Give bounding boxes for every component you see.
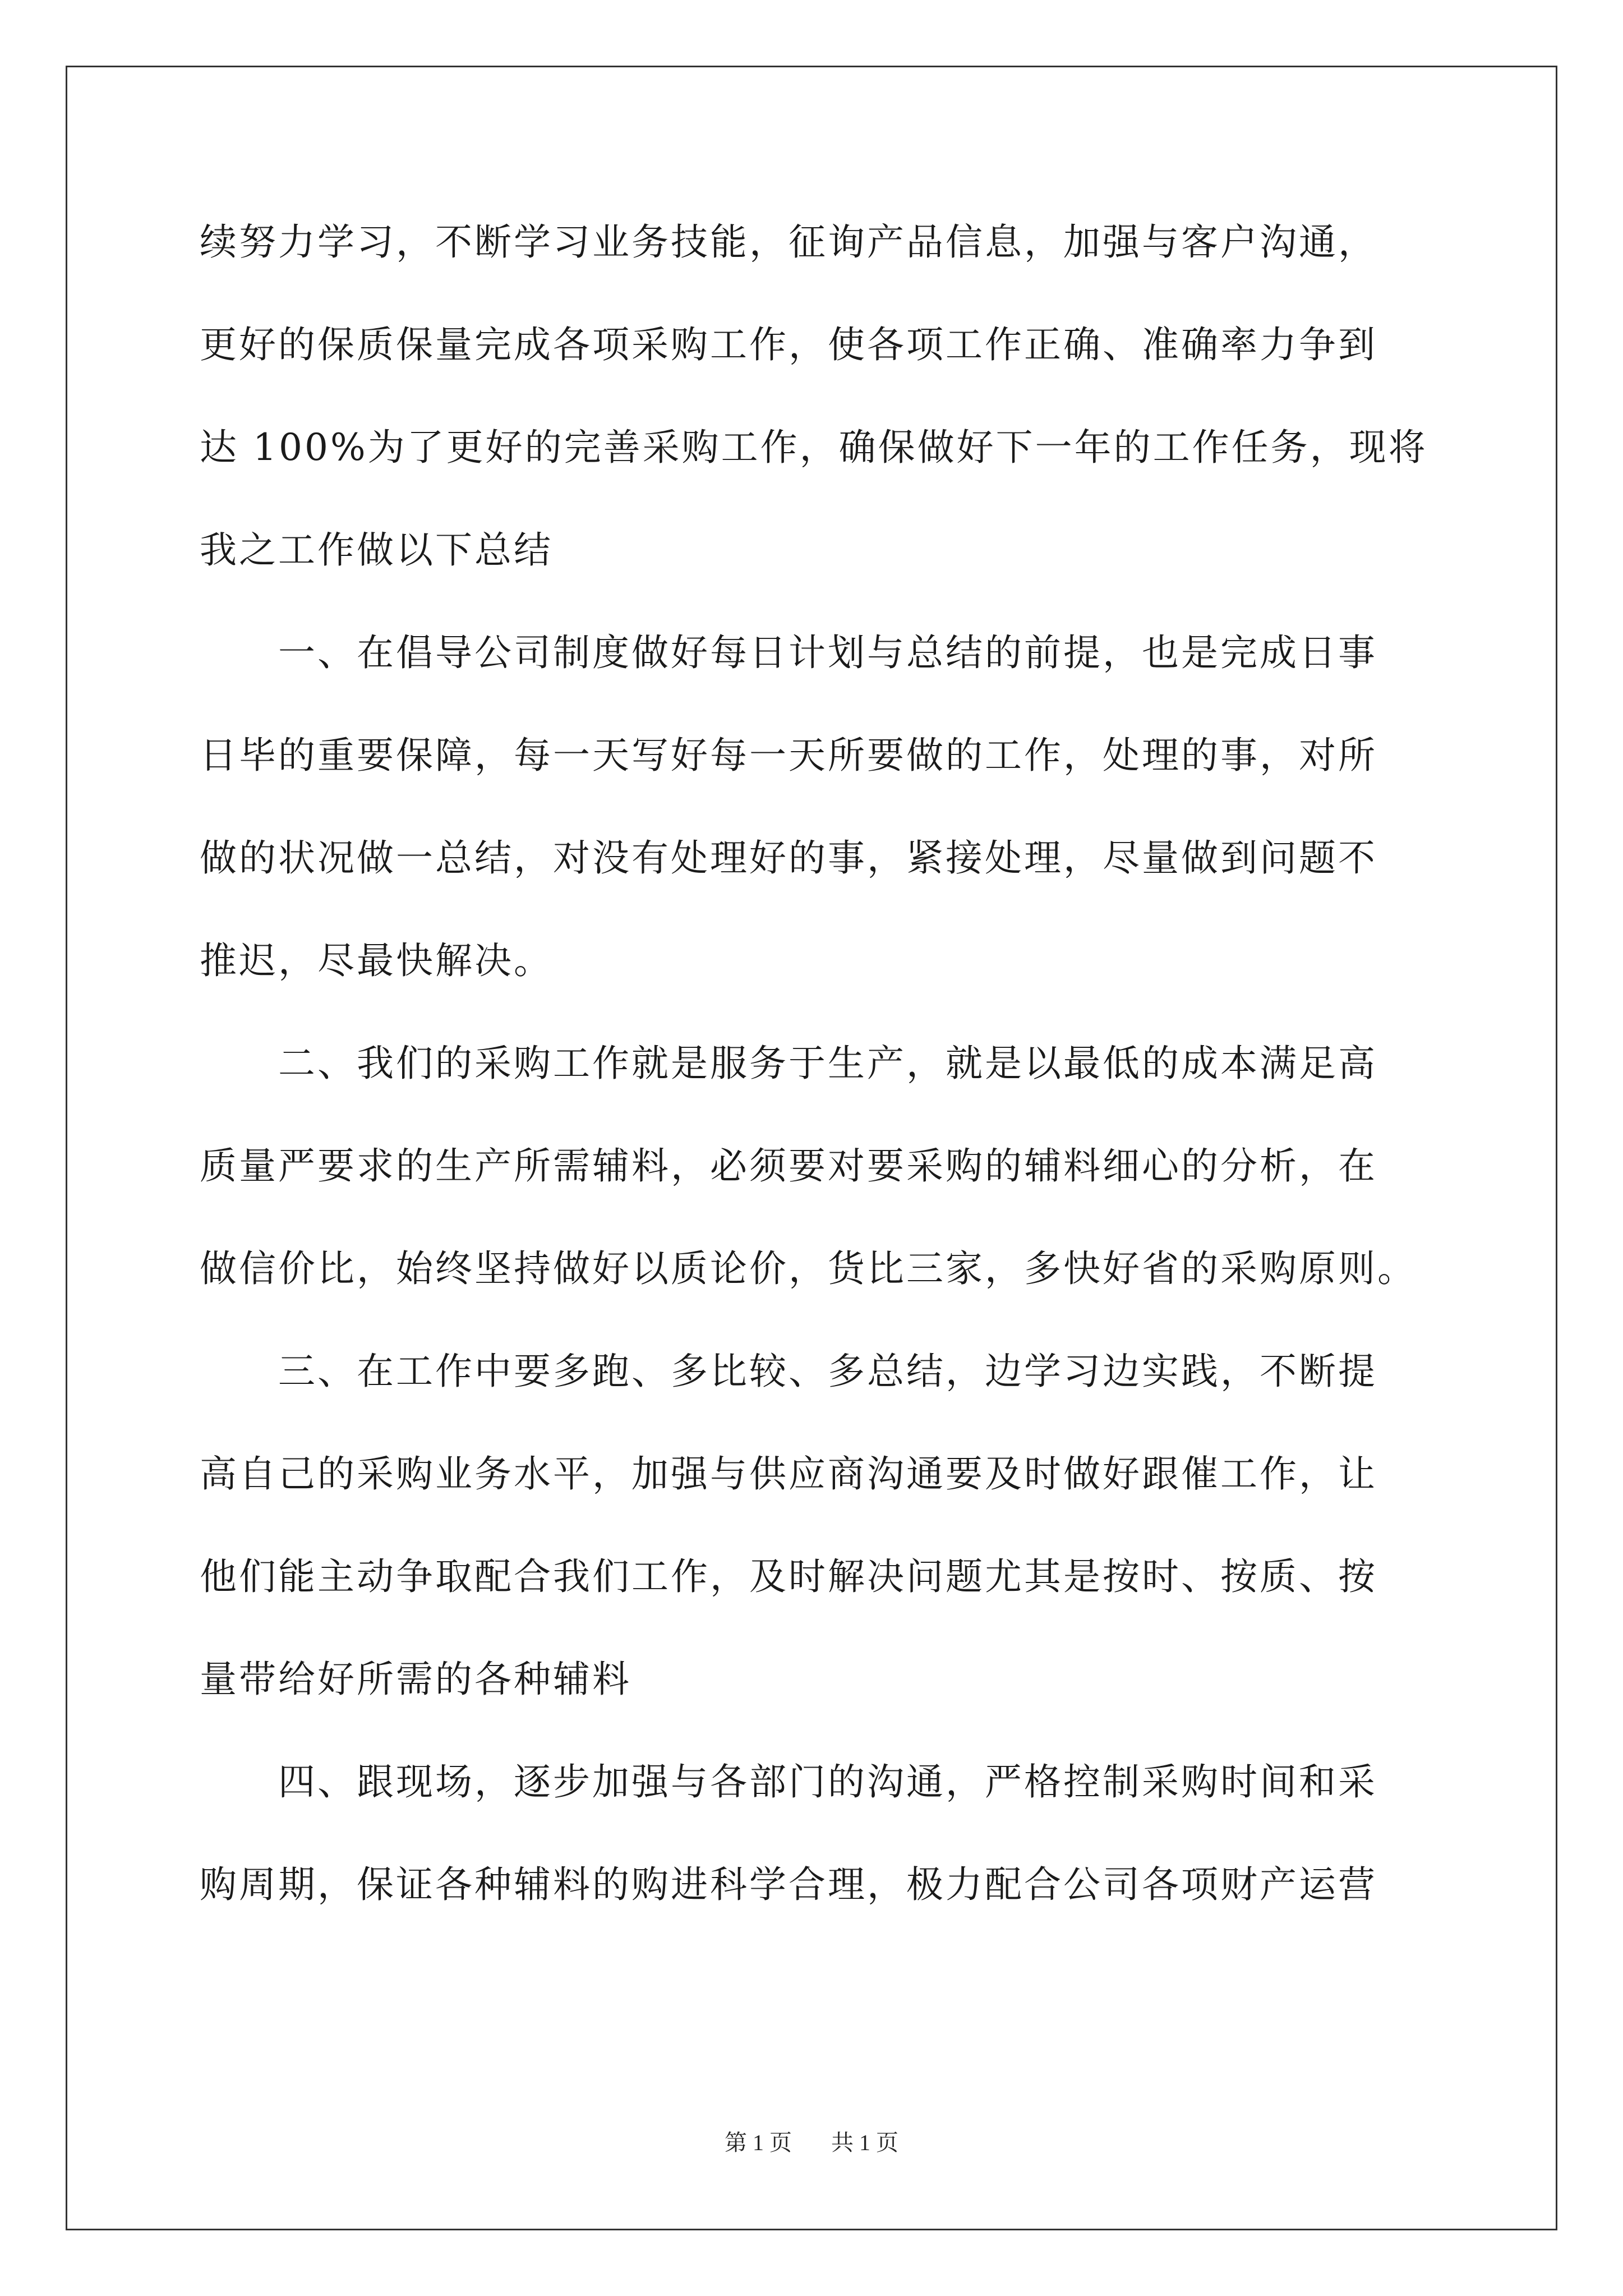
text-line: 一、在倡导公司制度做好每日计划与总结的前提，也是完成日事 bbox=[200, 631, 1377, 674]
text-line: 做的状况做一总结，对没有处理好的事，紧接处理，尽量做到问题不 bbox=[200, 836, 1377, 880]
text-line: 三、在工作中要多跑、多比较、多总结，边学习边实践，不断提 bbox=[200, 1350, 1377, 1393]
text-line: 质量严要求的生产所需辅料，必须要对要采购的辅料细心的分析，在 bbox=[200, 1144, 1377, 1188]
page-footer bbox=[0, 2126, 1623, 2160]
text-line: 续努力学习，不断学习业务技能，征询产品信息，加强与客户沟通， bbox=[200, 220, 1377, 264]
document-body bbox=[200, 214, 1450, 1959]
text-line: 购周期，保证各种辅料的购进科学合理，极力配合公司各项财产运营 bbox=[200, 1863, 1377, 1906]
text-line: 他们能主动争取配合我们工作，及时解决问题尤其是按时、按质、按 bbox=[200, 1555, 1377, 1598]
text-line: 做信价比，始终坚持做好以质论价，货比三家，多快好省的采购原则。 bbox=[200, 1247, 1417, 1290]
text-line: 二、我们的采购工作就是服务于生产，就是以最低的成本满足高 bbox=[200, 1042, 1377, 1085]
text-line: 推迟，尽最快解决。 bbox=[200, 939, 553, 982]
text-line: 四、跟现场，逐步加强与各部门的沟通，严格控制采购时间和采 bbox=[200, 1760, 1377, 1803]
text-line: 更好的保质保量完成各项采购工作，使各项工作正确、准确率力争到 bbox=[200, 323, 1377, 366]
text-line: 日毕的重要保障，每一天写好每一天所要做的工作，处理的事，对所 bbox=[200, 734, 1377, 777]
text-line: 量带给好所需的各种辅料 bbox=[200, 1658, 631, 1701]
text-line: 达 100%为了更好的完善采购工作，确保做好下一年的工作任务，现将 bbox=[200, 426, 1428, 469]
text-line: 高自己的采购业务水平，加强与供应商沟通要及时做好跟催工作，让 bbox=[200, 1452, 1377, 1496]
page-total: 共 1 页 bbox=[831, 2130, 898, 2155]
page-number: 第 1 页 bbox=[725, 2130, 792, 2155]
text-line: 我之工作做以下总结 bbox=[200, 528, 553, 572]
